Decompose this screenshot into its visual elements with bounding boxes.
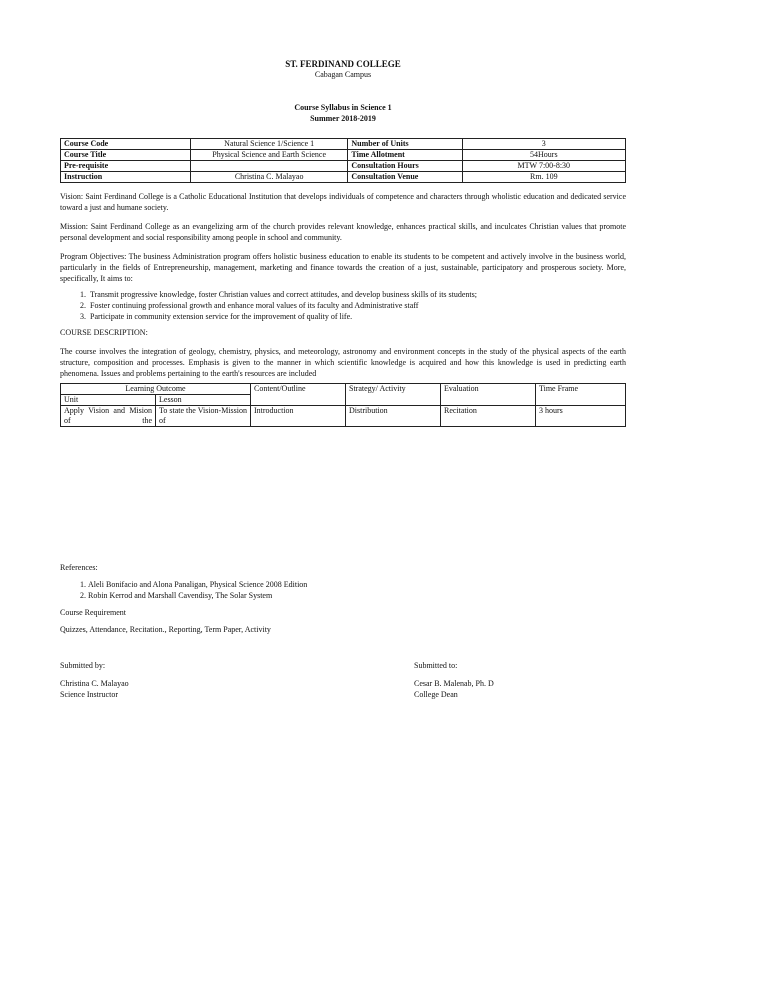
submitted-to-block: [414, 660, 494, 700]
references-section: [60, 562, 626, 635]
instruction-value: Christina C. Malayao: [190, 171, 347, 182]
course-description-heading: COURSE DESCRIPTION:: [60, 327, 148, 337]
program-objectives: Program Objectives: The business Administration program offers holistic business education to enable its students to be competent and actively involve in the business world, particularly in the fields of Entrepreneurship, management, marketing and finance towards the creation of a just, sustainable, participatory and prosperous society. More, specifically, It aims to:: [60, 251, 626, 283]
course-code-label: Course Code: [61, 138, 191, 149]
submitted-by-name: Christina C. Malayao: [60, 679, 129, 688]
submitted-by-label: Submitted by:: [60, 661, 106, 670]
consultation-venue-label: Consultation Venue: [348, 171, 462, 182]
time-allotment-value: 54Hours: [462, 149, 625, 160]
content-cell: Introduction: [251, 405, 346, 426]
instruction-label: Instruction: [61, 171, 191, 182]
submitted-by-role: Science Instructor: [60, 690, 118, 699]
content-header: Content/Outline: [251, 383, 346, 405]
table-row: [61, 149, 626, 160]
references-list: [60, 579, 626, 601]
requirement-heading: Course Requirement: [60, 608, 126, 617]
course-info-table: [60, 138, 626, 183]
term: Summer 2018-2019: [310, 113, 376, 123]
submitted-to-label: Submitted to:: [414, 661, 458, 670]
submitted-by-block: [60, 660, 129, 700]
references-heading: References:: [60, 563, 98, 572]
strategy-cell: Distribution: [346, 405, 441, 426]
course-code-value: Natural Science 1/Science 1: [190, 138, 347, 149]
list-item: 2. Robin Kerrod and Marshall Cavendisy, The Solar System: [88, 590, 626, 601]
time-allotment-label: Time Allotment: [348, 149, 462, 160]
syllabus-page: [60, 58, 626, 427]
objectives-list: [60, 289, 626, 322]
course-description: The course involves the integration of geology, chemistry, physics, and meteorology, astronomy and environment concepts in the study of the physical aspects of the earth structure, composition and processes. Emphasis is given to the manner in which scientific knowledge is acquired and how this knowledge is used in predicting earth phenomena. Issues and problems pertaining to the earth's resources are included: [60, 346, 626, 378]
unit-header: Unit: [61, 394, 156, 405]
lesson-header: Lesson: [156, 394, 251, 405]
prerequisite-value: [190, 160, 347, 171]
mission-statement: Mission: Saint Ferdinand College as an evangelizing arm of the church provides relevant knowledge, enhances practical skills, and inculcates Christian values that promote personal development and social responsibility among people in school and community.: [60, 221, 626, 242]
syllabus-title: Course Syllabus in Science 1: [294, 102, 392, 112]
learning-plan-table: [60, 383, 626, 427]
course-title-value: Physical Science and Earth Science: [190, 149, 347, 160]
table-row: [61, 171, 626, 182]
list-item: 1. Transmit progressive knowledge, foster Christian values and correct attitudes, and develop business skills of its students;: [88, 289, 626, 300]
table-row: [61, 138, 626, 149]
table-row: [61, 160, 626, 171]
units-value: 3: [462, 138, 625, 149]
submitted-to-name: Cesar B. Malenab, Ph. D: [414, 679, 494, 688]
units-label: Number of Units: [348, 138, 462, 149]
strategy-header: Strategy/ Activity: [346, 383, 441, 405]
evaluation-cell: Recitation: [441, 405, 536, 426]
college-name: ST. FERDINAND COLLEGE: [285, 59, 401, 69]
consultation-venue-value: Rm. 109: [462, 171, 625, 182]
table-row: [61, 383, 626, 394]
course-title-label: Course Title: [61, 149, 191, 160]
prerequisite-label: Pre-requisite: [61, 160, 191, 171]
vision-statement: Vision: Saint Ferdinand College is a Catholic Educational Institution that develops individuals of competence and characters through wholistic education and dedicated service toward a just and humane society.: [60, 191, 626, 212]
unit-cell: Apply Vision and Mision of the: [61, 405, 156, 426]
lesson-cell: To state the Vision-Mission of: [156, 405, 251, 426]
list-item: 1. Aleli Bonifacio and Alona Panaligan, Physical Science 2008 Edition: [88, 579, 626, 590]
list-item: 2. Foster continuing professional growth and enhance moral values of its faculty and Administrative staff: [88, 300, 626, 311]
evaluation-header: Evaluation: [441, 383, 536, 405]
time-frame-cell: 3 hours: [536, 405, 626, 426]
list-item: 3. Participate in community extension service for the improvement of quality of life.: [88, 311, 626, 322]
learning-outcome-header: Learning Outcome: [61, 383, 251, 394]
consultation-hours-value: MTW 7:00-8:30: [462, 160, 625, 171]
submitted-to-role: College Dean: [414, 690, 458, 699]
campus-name: Cabagan Campus: [314, 70, 372, 80]
time-frame-header: Time Frame: [536, 383, 626, 405]
requirement-text: Quizzes, Attendance, Recitation., Reporting, Term Paper, Activity: [60, 625, 271, 634]
table-row: [61, 405, 626, 426]
consultation-hours-label: Consultation Hours: [348, 160, 462, 171]
